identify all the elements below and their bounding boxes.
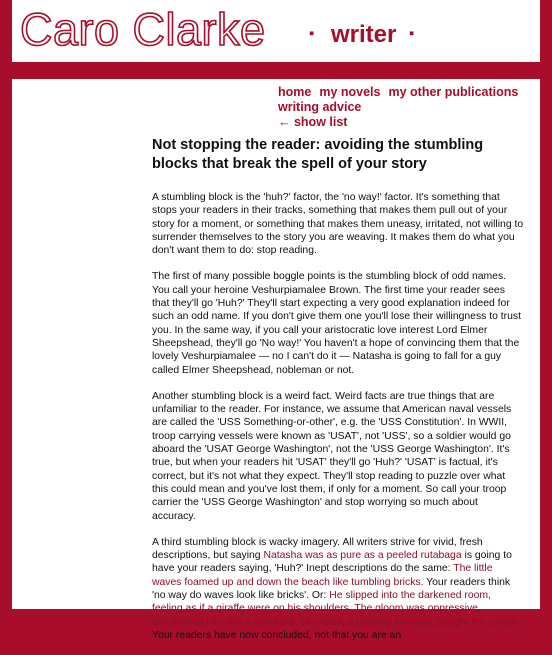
show-list-link[interactable]: ← show list (278, 115, 348, 129)
nav-novels-link[interactable]: my novels (319, 85, 381, 99)
bullet-icon: ▪ (309, 25, 315, 42)
paragraph-text: Your readers have now concluded, not that you are an (152, 629, 402, 641)
paragraph-text: is going to have your readers saying, 'Huh?' Inept descriptions do the same: (152, 550, 512, 575)
nav-writing-advice-link[interactable]: writing advice (278, 100, 362, 114)
article-paragraph (152, 536, 524, 642)
site-name-logo[interactable]: Caro Clarke (20, 4, 266, 55)
main-nav (278, 85, 538, 130)
article-paragraph: A stumbling block is the 'huh?' factor, the 'no way!' factor. It's something that stops your readers in their tracks, something that makes them pull out of your story for a moment, or something that makes them uneasy, irritated, not willing to surrender themselves to the story you are weaving. It makes them do what you don't want them to do: stop reading. (152, 192, 524, 257)
site-tagline (309, 20, 414, 49)
paragraph-text: A third stumbling block is wacky imagery. All writers strive for vivid, fresh descriptions, but saying (152, 536, 483, 562)
article-title: Not stopping the reader: avoiding the stumbling blocks that break the spell of your story (152, 137, 484, 172)
content-panel (12, 79, 540, 641)
article-paragraph: Another stumbling block is a weird fact. Weird facts are true things that are unfamiliar to the reader. For instance, we assume that American naval vessels are called the 'USS Something-or-other', e.g. the 'USS Constitution'. In WWII, troop carrying vessels were known as 'USAT', not 'USS', so a soldier would go aboard the 'USAT George Washington', not the 'USS George Washington'. It's true, but when your readers hit 'USAT' they'll go 'Huh?' 'USAT' is factual, it's correct, but it's not what they expect. They'll stop reading to puzzle over what this could mean and you've lost them, if only for a moment. So call your troop carrier the 'USS George Washington' and stop worrying so much about accuracy. (152, 390, 512, 522)
nav-home-link[interactable]: home (278, 85, 312, 99)
nav-publications-link[interactable]: my other publications (388, 85, 519, 99)
example-quote: Natasha was as pure as a peeled rutabaga (263, 550, 462, 562)
example-quote: He slipped into the darkened room, feeling as if a giraffe were on his shoulders. The gloom was oppressive, smothering him like a cornflake. His hand, a groping anteater, sought the switch. (152, 590, 521, 628)
bullet-icon: ▪ (409, 25, 415, 42)
paragraph-text: Your readers think 'no way do waves look like bricks'. Or: (152, 576, 511, 602)
tagline-text: writer (331, 21, 397, 48)
article (152, 136, 524, 655)
article-paragraph: The first of many possible boggle points is the stumbling block of odd names. You call your heroine Veshurpiamalee Brown. The first time your reader sees that they'll go 'Huh?' They'll start expecting a very good explanation indeed for such an odd name. If you don't give them one you'll lose their willingness to trust you. In the same way, if you call your aristocratic love interest Lord Elmer Sheepshead, they'll go 'No way!' You haven't a hope of convincing them that the lovely Veshurpiamalee — no I can't do it — Natasha is going to fall for a guy called Elmer Sheepshead, nobleman or not. (152, 271, 521, 376)
site-header (12, 0, 540, 62)
example-quote: The little waves foamed up and down the beach like tumbling bricks. (152, 563, 493, 588)
